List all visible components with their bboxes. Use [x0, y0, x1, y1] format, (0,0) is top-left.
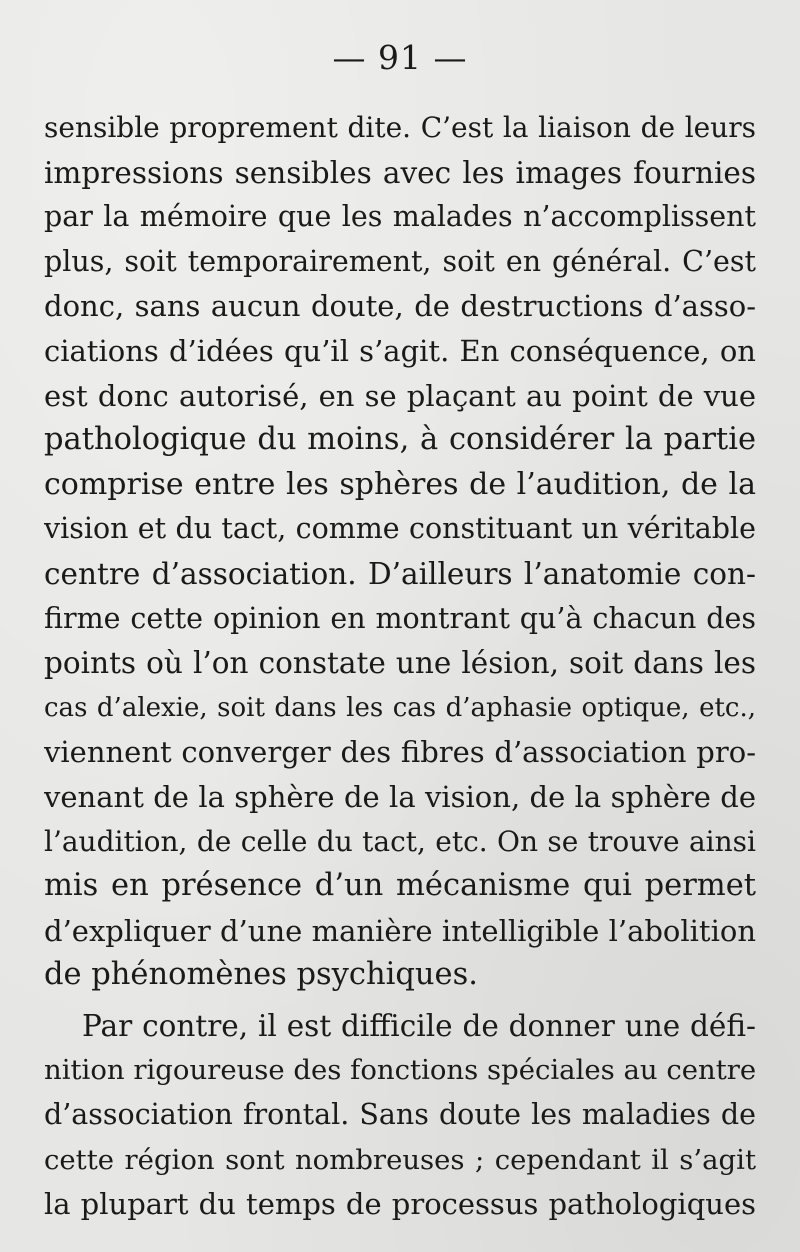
text-line: plus, soit temporairement, soit en général. C’est — [44, 244, 756, 278]
body-text — [44, 106, 756, 1227]
text-line: comprise entre les sphères de l’audition, de la — [44, 466, 756, 502]
text-line: la plupart du temps de processus pathologiques — [44, 1187, 756, 1222]
paragraph-2 — [44, 1004, 756, 1227]
page-number: — 91 — — [332, 38, 468, 77]
text-line: centre d’association. D’ailleurs l’anatomie con- — [44, 556, 756, 591]
text-line: cas d’alexie, soit dans les cas d’aphasie optique, etc., — [44, 692, 756, 723]
text-line: donc, sans aucun doute, de destructions d’asso- — [44, 289, 756, 324]
paragraph-1 — [44, 106, 756, 998]
text-line: Par contre, il est difficile de donner une défi- — [82, 1008, 756, 1043]
text-line: ciations d’idées qu’il s’agit. En conséquence, on — [44, 333, 756, 368]
text-line: est donc autorisé, en se plaçant au point de vue — [44, 378, 756, 413]
text-line: nition rigoureuse des fonctions spéciales au centre — [44, 1054, 756, 1087]
text-line: pathologique du moins, à considérer la partie — [44, 422, 756, 458]
text-line: mis en présence d’un mécanisme qui permet — [44, 868, 756, 904]
text-line: de phénomènes psychiques. — [44, 957, 478, 993]
text-line: l’audition, de celle du tact, etc. On se trouve ainsi — [44, 824, 756, 858]
text-line: viennent converger des fibres d’association pro- — [44, 735, 756, 770]
text-line: vision et du tact, comme constituant un véritable — [44, 512, 756, 546]
text-line: sensible proprement dite. C’est la liaison de leurs — [44, 111, 756, 144]
text-line: par la mémoire que les malades n’accomplissent — [44, 200, 756, 234]
text-line: venant de la sphère de la vision, de la sphère de — [44, 779, 756, 814]
text-line: impressions sensibles avec les images fournies — [44, 155, 756, 190]
text-line: points où l’on constate une lésion, soit dans les — [44, 646, 756, 681]
text-line: firme cette opinion en montrant qu’à chacun des — [44, 601, 756, 635]
text-line: d’association frontal. Sans doute les maladies de — [44, 1098, 756, 1132]
text-line: d’expliquer d’une manière intelligible l’abolition — [44, 913, 756, 948]
text-line: cette région sont nombreuses ; cependant il s’agit — [44, 1143, 756, 1176]
